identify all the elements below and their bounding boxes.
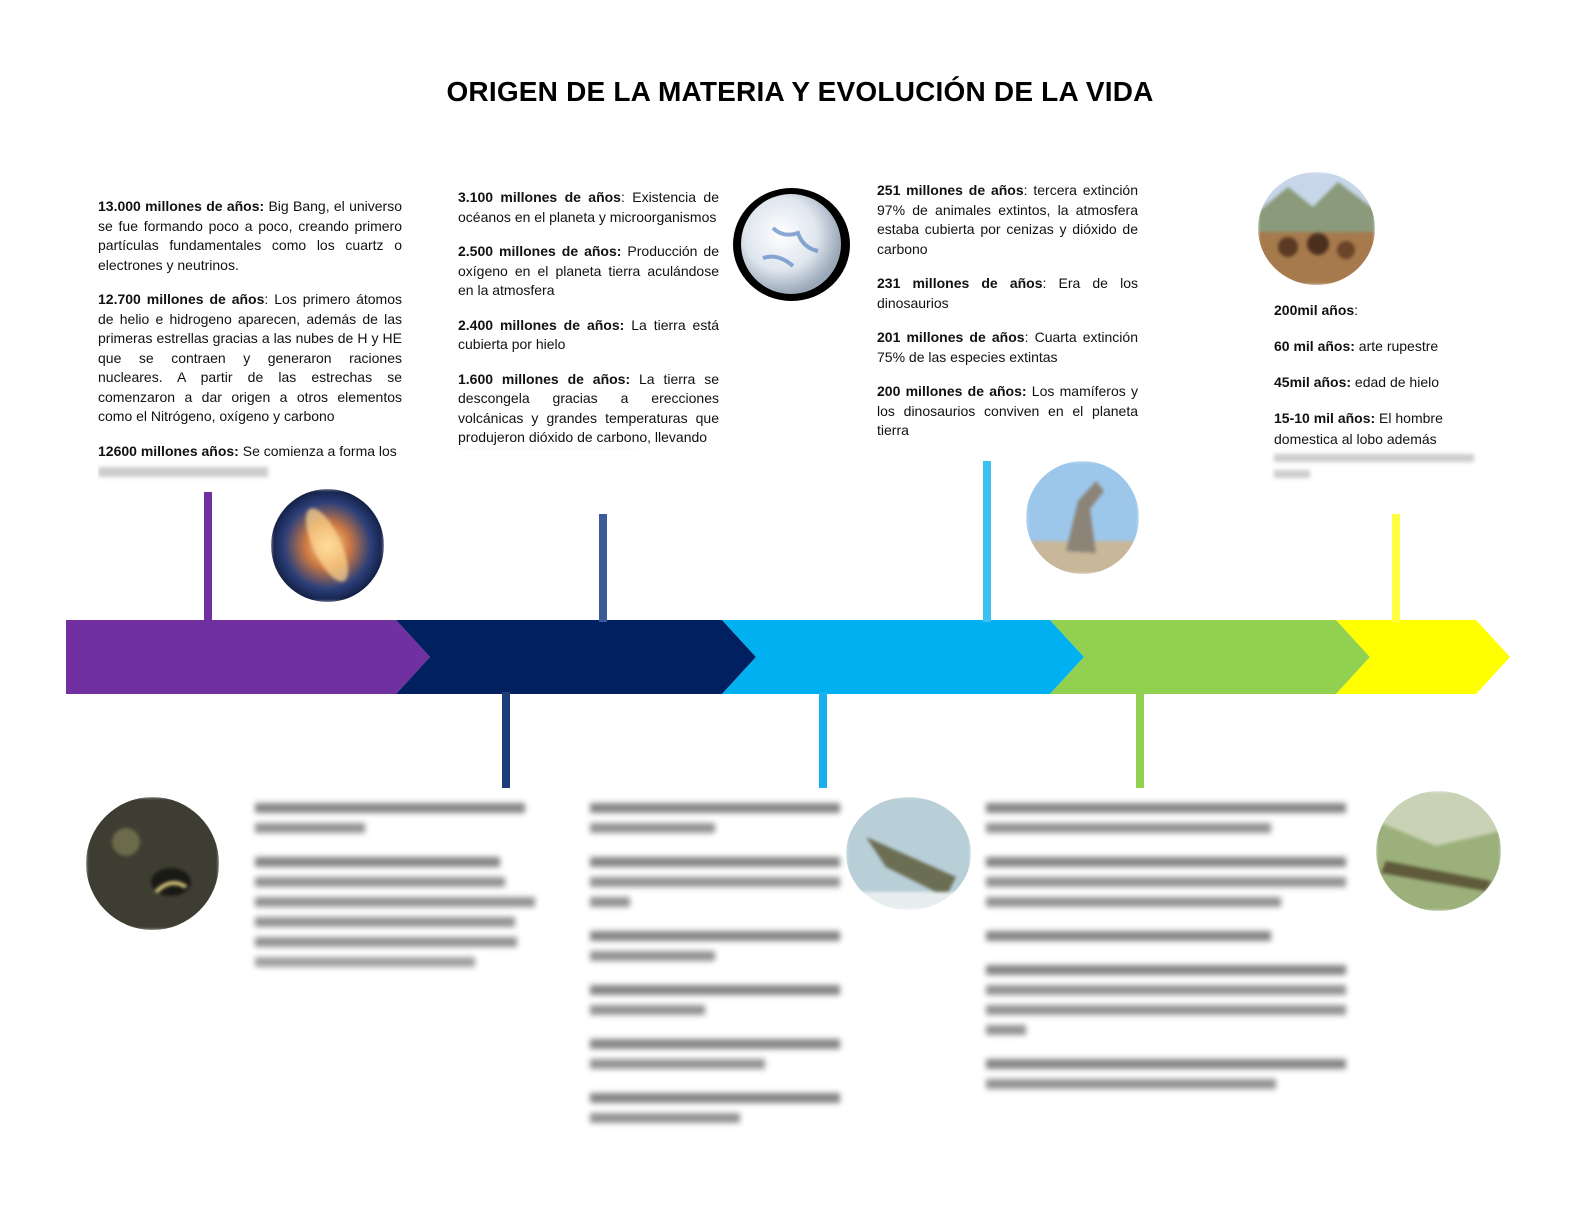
blurred-line: [590, 823, 715, 833]
blurred-line: [255, 857, 500, 867]
connector-yellow: [1392, 514, 1400, 622]
blurred-line: [590, 985, 840, 995]
landscape-icon: [1376, 791, 1501, 911]
blurred-line: [986, 931, 1271, 941]
blurred-line: [986, 1005, 1346, 1015]
text-column-7: [986, 799, 1348, 1099]
blurred-line: [590, 1039, 840, 1049]
blurred-line: [590, 857, 840, 867]
text-column-6: [590, 799, 840, 1133]
blurred-line: [986, 1059, 1346, 1069]
blurred-line: [255, 957, 475, 967]
blurred-line: [986, 965, 1346, 975]
segment-cyan: [722, 620, 1084, 694]
connector-cyan-bottom: [819, 692, 827, 788]
event-2400: 2.400 millones de años: La tierra está cubierta por hielo: [458, 316, 719, 352]
blurred-line: [986, 877, 1346, 887]
segment-navy: [396, 620, 756, 694]
blurred-line: [255, 917, 515, 927]
event-12700: 12.700 millones de años: Los primero átomos de helio e hidrogeno aparecen, además de las primeras estrellas gracias a las nubes de H y HE que se contraen y generaron raciones nucleares. A partir de las estrechas se comenzaron a dar origen a otros elementos como el Nitrógeno, oxígeno y carbono: [98, 291, 403, 424]
blurred-text: [1274, 454, 1474, 462]
blurred-line: [255, 823, 365, 833]
frozen-earth-icon: [733, 188, 850, 301]
event-45mil: 45mil años: edad de hielo: [1274, 374, 1439, 390]
text-column-3: [877, 181, 1138, 456]
blurred-line: [986, 985, 1346, 995]
blurred-line: [986, 1079, 1276, 1089]
connector-navy-top: [599, 514, 607, 622]
blurred-line: [590, 897, 630, 907]
event-200mil: 200mil años:: [1274, 302, 1359, 318]
blurred-line: [986, 897, 1281, 907]
blurred-line: [590, 1059, 765, 1069]
event-251: 251 millones de años: tercera extinción 97% de animales extintos, la atmosfera estaba cubierta por cenizas y dióxido de carbono: [877, 182, 1138, 257]
event-1600: 1.600 millones de años: La tierra se descongela gracias a erecciones volcánicas y grandes temperaturas que produjeron dióxido de carbono, llevando: [458, 370, 719, 450]
blurred-line: [590, 1093, 840, 1103]
blurred-line: [590, 931, 840, 941]
blurred-line: [986, 1025, 1026, 1035]
blurred-line: [590, 803, 840, 813]
blurred-line: [255, 877, 505, 887]
blurred-line: [590, 1113, 740, 1123]
segment-purple: [66, 620, 430, 694]
dinosaur-icon: [1026, 461, 1139, 574]
blurred-line: [986, 803, 1346, 813]
text-column-4: [1274, 300, 1484, 478]
text-column-1: [98, 197, 402, 484]
event-3100: 3.100 millones de años: Existencia de océanos en el planeta y microorganismos: [458, 189, 719, 225]
event-201: 201 millones de años: Cuarta extinción 75% de las especies extintas: [877, 329, 1138, 365]
segment-green: [1050, 620, 1370, 694]
connector-green-bottom: [1136, 692, 1144, 788]
event-200: 200 millones de años: Los mamíferos y los dinosaurios conviven en el planeta tierra: [877, 383, 1138, 438]
blurred-line: [986, 823, 1271, 833]
text-column-2: [458, 188, 719, 450]
blurred-line: [590, 1005, 705, 1015]
blurred-line: [590, 877, 840, 887]
blurred-line: [255, 897, 535, 907]
event-15-10mil: 15-10 mil años: El hombre domestica al lobo además: [1274, 410, 1443, 447]
event-231: 231 millones de años: Era de los dinosaurios: [877, 275, 1138, 311]
event-13000: 13.000 millones de años: Big Bang, el universo se fue formando poco a poco, creando primero partículas fundamentales como los cuartz o electrones y neutrinos.: [98, 198, 402, 273]
text-column-5: [255, 799, 535, 977]
blurred-line: [255, 937, 517, 947]
event-2500: 2.500 millones de años: Producción de oxígeno en el planeta tierra aculándose en la atmosfera: [458, 243, 719, 298]
galaxy-icon: [271, 489, 384, 602]
blurred-text: [98, 467, 268, 477]
blurred-line: [590, 951, 715, 961]
blurred-line: [986, 857, 1346, 867]
fish-icon: [846, 797, 971, 910]
event-60mil: 60 mil años: arte rupestre: [1274, 338, 1439, 354]
connector-navy-bottom: [502, 692, 510, 788]
event-12600: 12600 millones años: Se comienza a forma los: [98, 442, 402, 484]
blurred-text: [1274, 470, 1310, 478]
early-humans-icon: [1258, 172, 1375, 285]
connector-cyan-top: [983, 461, 991, 622]
timeline-arrow: [66, 620, 1512, 694]
blurred-line: [255, 803, 525, 813]
connector-purple: [204, 492, 212, 622]
page-title: ORIGEN DE LA MATERIA Y EVOLUCIÓN DE LA VIDA: [446, 76, 1154, 107]
trilobite-icon: [86, 797, 219, 930]
